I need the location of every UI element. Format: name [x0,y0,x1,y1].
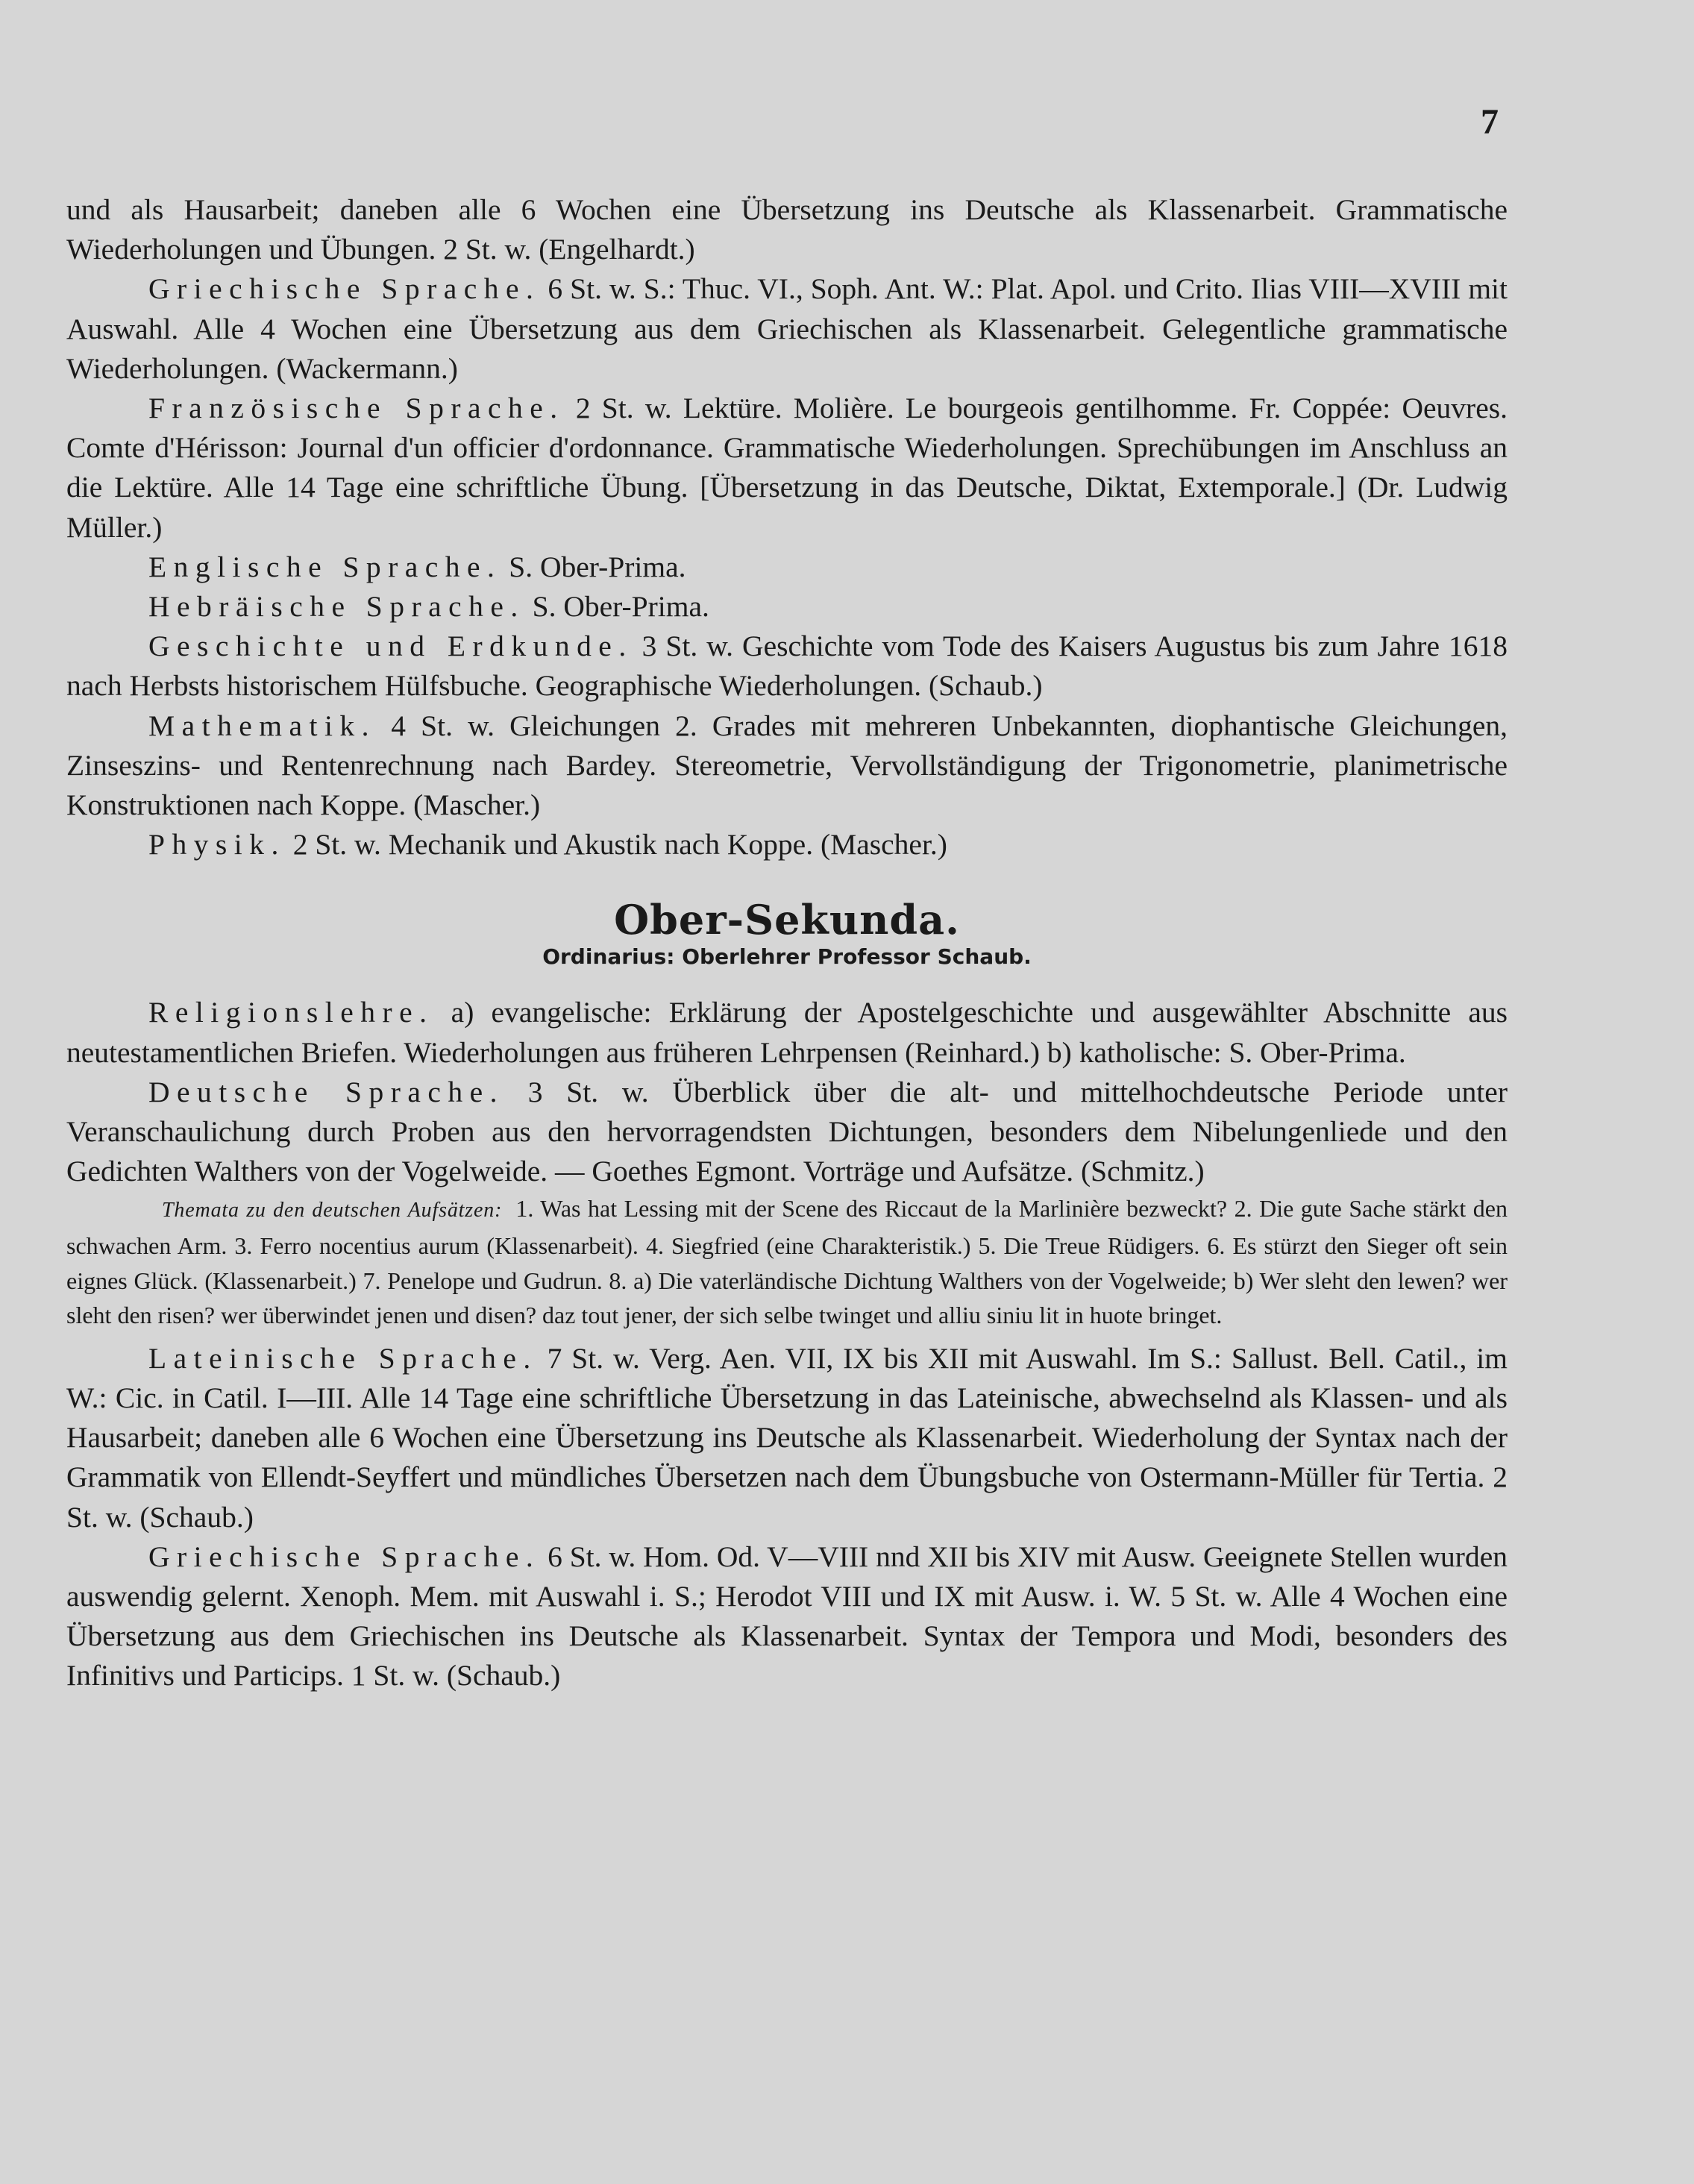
paragraph-text: 3 St. w. Überblick über die alt- und mittelhochdeutsche Periode unter Veranschaulichung durch Proben aus den hervorragendsten Dichtungen, besonders dem Nibelungenliede und den Gedichten Walthers von der Vogelweide. — Goethes Egmont. Vorträge und Aufsätze. (Schmitz.) [66,1075,1508,1188]
subject-name: Französische Sprache. [148,392,565,425]
paragraph-geschichte [66,627,1508,706]
subject-name: Griechische Sprache. [148,1540,541,1573]
paragraph-text: S. Ober-Prima. [524,590,709,624]
continued-section [66,190,1508,865]
paragraph-mathematik [66,706,1508,826]
paragraph-religion [66,993,1508,1072]
paragraph-englisch [66,547,1508,587]
paragraph-text: 6 St. w. S.: Thuc. VI., Soph. Ant. W.: Plat. Apol. und Crito. Ilias VIII—XVIII mit Auswahl. Alle 4 Wochen eine Übersetzung aus dem Griechischen als Klassenarbeit. Gelegentliche grammatische Wiederholungen. (Wackermann.) [66,272,1508,385]
paragraph-text: 6 St. w. Hom. Od. V—VIII nnd XII bis XIV mit Ausw. Geeignete Stellen wurden auswendig gelernt. Xenoph. Mem. mit Auswahl i. S.; Herodot VIII und IX mit Ausw. i. W. 5 St. w. Alle 4 Wochen eine Übersetzung aus dem Griechischen ins Deutsche als Klassenarbeit. Syntax der Tempora und Modi, besonders des Infinitivs und Particips. 1 St. w. (Schaub.) [66,1540,1508,1692]
page-content [66,190,1508,1696]
page-number: 7 [1481,102,1499,142]
section-title: Ober-Sekunda. [614,896,960,944]
subject-name: Griechische Sprache. [148,272,541,306]
paragraph-griechisch-prima [66,269,1508,389]
essay-themes-label: Themata zu den deutschen Aufsätzen: [162,1199,503,1223]
paragraph-deutsch [66,1073,1508,1192]
subject-name: Mathematik. [148,709,377,742]
paragraph-griechisch-sekunda [66,1537,1508,1696]
paragraph-text: 2 St. w. Mechanik und Akustik nach Koppe. (Mascher.) [285,828,947,862]
paragraph-text: 2 St. w. Lektüre. Molière. Le bourgeois gentilhomme. Fr. Coppée: Oeuvres. Comte d'Hérisson: Journal d'un officier d'ordonnance. Grammatische Wiederholungen. Sprechübungen im Anschluss an die Lektüre. Alle 14 Tage eine schriftliche Übung. [Übersetzung in das Deutsche, Diktat, Extemporale.] (Dr. Ludwig Müller.) [66,392,1508,544]
paragraph-latein [66,1339,1508,1537]
essay-themes [66,1191,1508,1332]
paragraph-text: 4 St. w. Gleichungen 2. Grades mit mehreren Unbekannten, diophantische Gleichungen, Zinseszins- und Rentenrechnung nach Bardey. Stereometrie, Vervollständigung der Trigonometrie, planimetrische Konstruktionen nach Koppe. (Mascher.) [66,709,1508,822]
subject-name: Religionslehre. [148,996,434,1029]
ober-sekunda-section-continued [66,1339,1508,1696]
paragraph-physik [66,825,1508,865]
subject-name: Deutsche Sprache. [148,1075,504,1108]
paragraph-text: a) evangelische: Erklärung der Apostelgeschichte und ausgewählter Abschnitte aus neutestamentlichen Briefen. Wiederholungen aus früheren Lehrpensen (Reinhard.) b) katholische: S. Ober-Prima. [66,996,1508,1069]
essay-themes-paragraph [66,1191,1508,1332]
subject-name: Geschichte und Erdkunde. [148,630,633,663]
subject-name: Englische Sprache. [148,550,502,583]
paragraph-text: 3 St. w. Geschichte vom Tode des Kaisers Augustus bis zum Jahre 1618 nach Herbsts historischem Hülfsbuche. Geographische Wiederholungen. (Schaub.) [66,630,1508,703]
essay-themes-text: 1. Was hat Lessing mit der Scene des Riccaut de la Marlinière bezweckt? 2. Die gute Sache stärkt den schwachen Arm. 3. Ferro nocentius aurum (Klassenarbeit). 4. Siegfried (eine Charakteristik.) 5. Die Treue Rüdigers. 6. Es stürzt den Sieger oft sein eignes Glück. (Klassenarbeit.) 7. Penelope und Gudrun. 8. a) Die vaterländische Dichtung Walthers von der Vogelweide; b) Wer sleht den lewen? wer sleht den risen? wer überwindet jenen und disen? daz tout jener, der sich selbe twinget und alliu siniu lit in huote bringet. [66,1195,1508,1329]
ober-sekunda-section [66,993,1508,1191]
subject-name: Lateinische Sprache. [148,1341,538,1375]
subject-name: Hebräische Sprache. [148,590,525,624]
paragraph-franzoesisch [66,389,1508,547]
section-subtitle: Ordinarius: Oberlehrer Professor Schaub. [542,944,1032,970]
paragraph-text: S. Ober-Prima. [501,550,686,583]
paragraph-hebraeisch [66,587,1508,627]
subject-name: Physik. [148,828,286,862]
paragraph-text: und als Hausarbeit; daneben alle 6 Wochen eine Übersetzung ins Deutsche als Klassenarbeit. Grammatische Wiederholungen und Übungen. 2 St. w. (Engelhardt.) [66,193,1508,266]
paragraph-text: 7 St. w. Verg. Aen. VII, IX bis XII mit Auswahl. Im S.: Sallust. Bell. Catil., im W.: Cic. in Catil. I—III. Alle 14 Tage eine schriftliche Übersetzung in das Lateinische, abwechselnd als Klassen- und als Hausarbeit; daneben alle 6 Wochen eine Übersetzung ins Deutsche als Klassenarbeit. Wiederholung der Syntax nach der Grammatik von Ellendt-Seyffert und mündliches Übersetzen nach dem Übungsbuche von Ostermann-Müller für Tertia. 2 St. w. (Schaub.) [66,1341,1508,1534]
paragraph-continuation [66,190,1508,269]
